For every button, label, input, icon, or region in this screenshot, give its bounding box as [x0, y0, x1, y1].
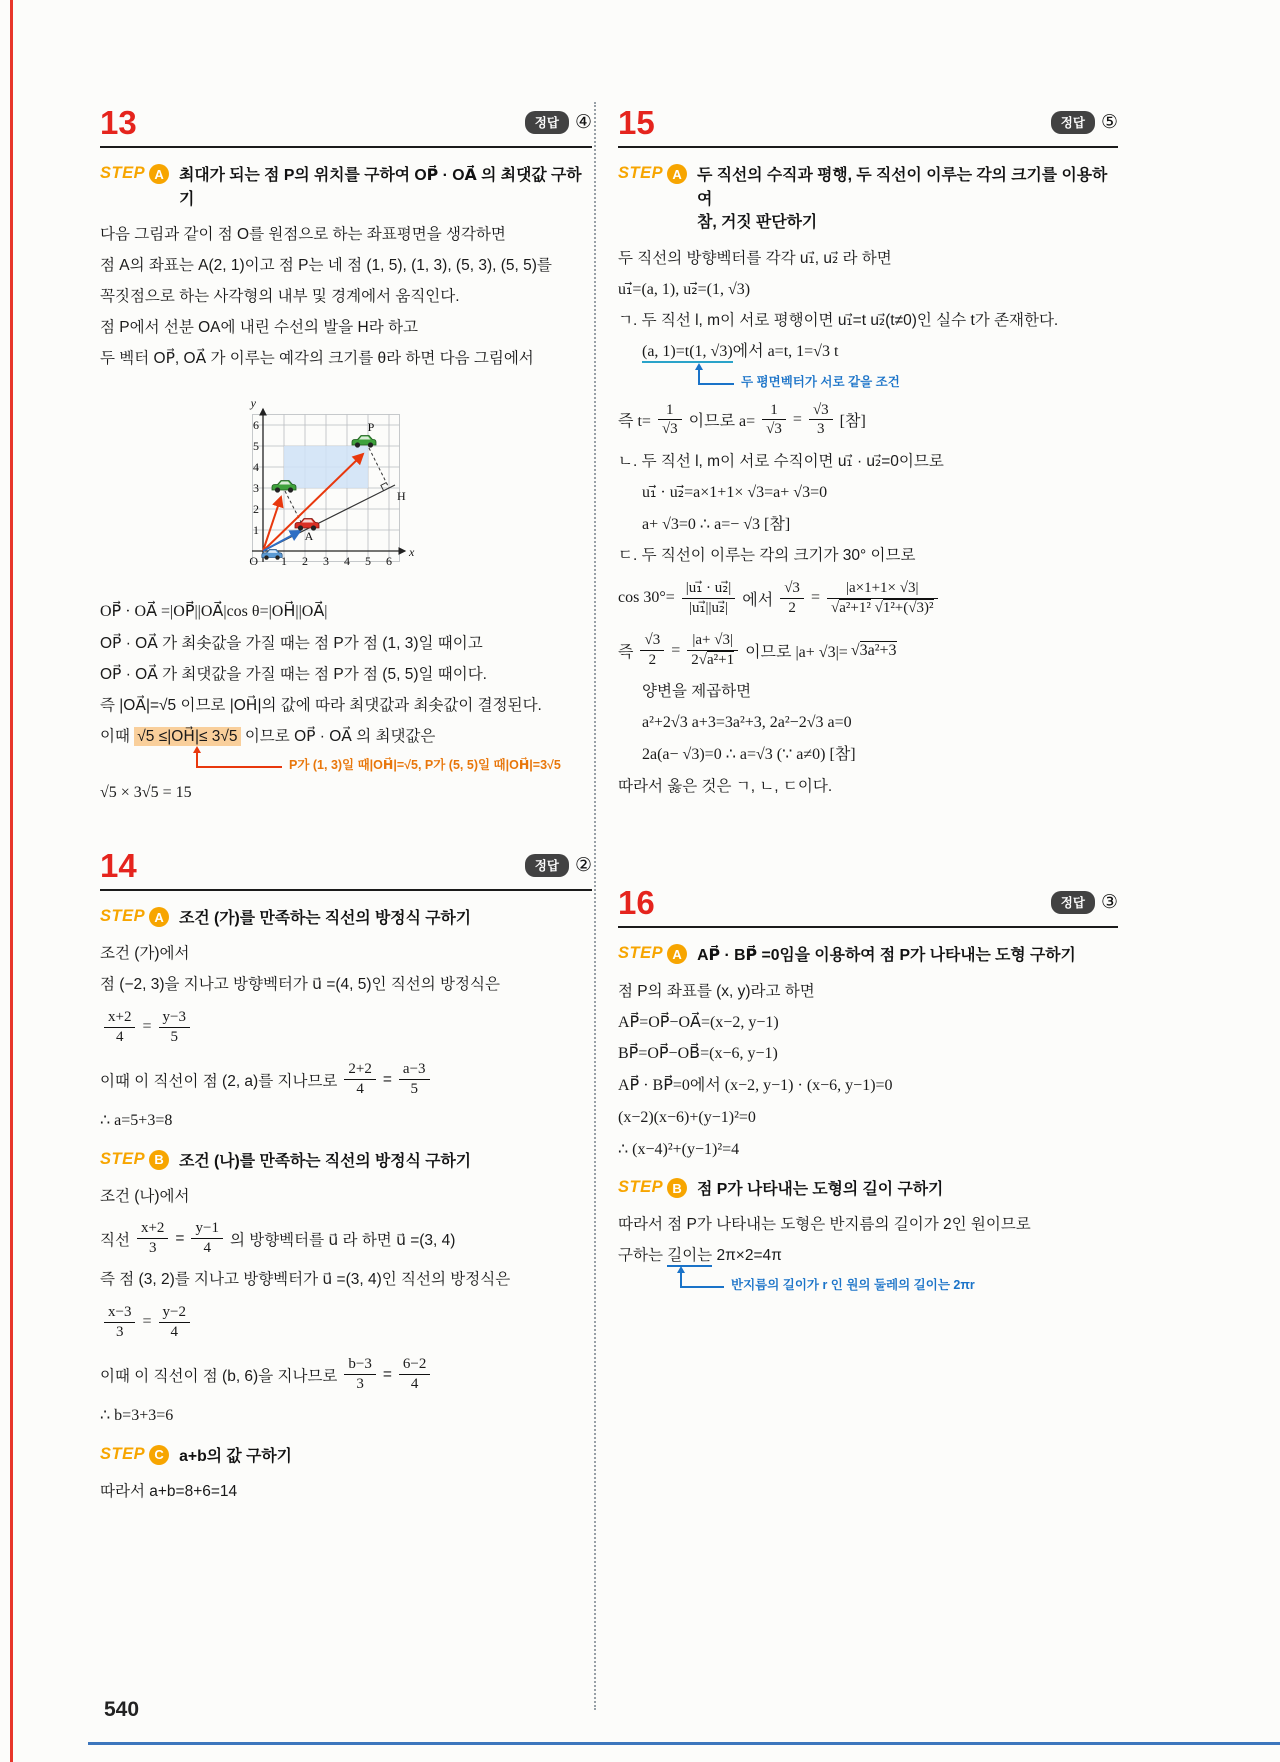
solution-line: 구하는 길이는 2π×2=4π [618, 1241, 1118, 1272]
figure-container [100, 378, 592, 590]
answer-area [525, 111, 592, 134]
underlined-word: 길이는 [667, 1247, 712, 1267]
step-b-heading [618, 1178, 1118, 1202]
step-a-heading [618, 164, 1118, 235]
answer-area [1051, 891, 1118, 914]
step-letter-icon: A [149, 907, 169, 927]
point-label-a: A [304, 529, 314, 544]
origin-label: O [249, 554, 258, 569]
equation-line: 이때 이 직선이 점 (b, 6)을 지나므로 $\frac{b-3}{3}$ = $\frac{6-2}{4}$ [100, 1348, 592, 1401]
coordinate-figure [215, 378, 477, 590]
answer-badge: 정답 [1051, 111, 1095, 134]
solution-line: 두 벡터 OP⃗, OA⃗ 가 이루는 예각의 크기를 θ라 하면 다음 그림에서 [100, 349, 534, 367]
callout-text: P가 (1, 3)일 때|OH⃗|=√5, P가 (5, 5)일 때|OH⃗|=3√5 [289, 758, 561, 773]
solution-line: (x−2)(x−6)+(y−1)²=0 [618, 1109, 756, 1127]
step-title: a+b의 값 구하기 [179, 1447, 292, 1465]
svg-text:5: 5 [365, 554, 371, 569]
svg-text:5: 5 [253, 439, 259, 454]
step-title: 조건 (나)를 만족하는 직선의 방정식 구하기 [179, 1152, 471, 1170]
svg-text:1: 1 [281, 554, 287, 569]
solution-line: 점 P의 좌표를 (x, y)라고 하면 [618, 982, 815, 1000]
problem-13 [100, 106, 592, 809]
answer-choice: ② [574, 855, 592, 877]
solution-line: 점 (−2, 3)을 지나고 방향벡터가 u⃗ =(4, 5)인 직선의 방정식은 [100, 976, 500, 994]
problem-number: 15 [618, 104, 655, 141]
y-tick-labels [253, 418, 259, 537]
problem-rule [100, 889, 592, 891]
step-letter-icon: B [149, 1150, 169, 1170]
step-label: STEP [618, 164, 664, 182]
svg-text:2: 2 [302, 554, 308, 569]
problem-16 [618, 884, 1118, 1292]
svg-text:4: 4 [344, 554, 350, 569]
annotation-callout [698, 366, 1118, 389]
left-column [100, 106, 592, 1507]
callout-text: 반지름의 길이가 r 인 원의 둘레의 길이는 2πr [731, 1277, 975, 1292]
solution-line: ㄴ. 두 직선 l, m이 서로 수직이면 u₁⃗ · u₂⃗=0이므로 [618, 452, 944, 470]
answer-badge: 정답 [525, 854, 569, 877]
point-label-h: H [397, 489, 406, 504]
spacer [100, 809, 592, 849]
solution-line: 조건 (가)에서 [100, 945, 190, 963]
solution-line: 따라서 점 P가 나타내는 도형은 반지름의 길이가 2인 원이므로 [618, 1216, 1031, 1234]
answer-choice: ③ [1100, 892, 1118, 914]
solution-line: 따라서 a+b=8+6=14 [100, 1482, 238, 1500]
answer-badge: 정답 [1051, 891, 1095, 914]
step-c-heading [100, 1445, 592, 1469]
svg-text:2: 2 [253, 502, 259, 517]
solution-line: 꼭짓점으로 하는 사각형의 내부 및 경계에서 움직인다. [100, 287, 460, 305]
right-column [618, 106, 1118, 1297]
problem-rule [618, 926, 1118, 928]
solution-line-highlighted: 이때 √5 ≤|OH⃗|≤ 3√5 이므로 OP⃗ · OA⃗ 의 최댓값은 [100, 727, 436, 745]
problem-14 [100, 849, 592, 1507]
problem-number: 14 [100, 847, 137, 885]
step-title: 조건 (가)를 만족하는 직선의 방정식 구하기 [179, 910, 471, 928]
answer-area [1051, 111, 1118, 134]
equation-line: $\frac{x+2}{4}$ = $\frac{y-3}{5}$ [100, 1001, 592, 1054]
answer-choice: ⑤ [1100, 112, 1118, 133]
shaded-region [284, 446, 368, 488]
svg-text:6: 6 [386, 554, 392, 569]
solution-line: u₁⃗=(a, 1), u₂⃗=(1, √3) [618, 280, 751, 298]
highlight: √5 ≤|OH⃗|≤ 3√5 [134, 727, 240, 746]
solution-line: ㄷ. 두 직선이 이루는 각의 크기가 30° 이므로 [618, 547, 916, 565]
solution-line: ㄱ. 두 직선 l, m이 서로 평행이면 u₁⃗=t u₂⃗(t≠0)인 실수 t가 존재한다. [618, 312, 1059, 330]
problem-number: 13 [100, 104, 137, 141]
solution-line: 두 직선의 방향벡터를 각각 u₁⃗, u₂⃗ 라 하면 [618, 249, 892, 267]
solution-line: a²+2√3 a+3=3a²+3, 2a²−2√3 a=0 [642, 714, 852, 732]
underlined-formula: (a, 1)=t(1, √3) [642, 343, 733, 363]
equation-line: $\frac{x-3}{3}$ = $\frac{y-2}{4}$ [100, 1296, 592, 1349]
step-title: 점 P가 나타내는 도형의 길이 구하기 [697, 1181, 944, 1199]
step-letter-icon: A [149, 164, 169, 184]
point-label-p: P [367, 420, 375, 435]
solution-line: ∴ b=3+3=6 [100, 1407, 174, 1425]
solution-line: 점 P에서 선분 OA에 내린 수선의 발을 H라 하고 [100, 318, 418, 336]
solution-line: OP⃗ · OA⃗ =|OP⃗||OA⃗|cos θ=|OH⃗||OA⃗| [100, 602, 328, 620]
column-divider [594, 102, 596, 1710]
solution-line: u₁⃗ · u₂⃗=a×1+1× √3=a+ √3=0 [642, 483, 828, 501]
solution-line: OP⃗ · OA⃗ 가 최댓값을 가질 때는 점 P가 점 (5, 5)일 때이다. [100, 665, 487, 683]
step-letter-icon: A [667, 164, 687, 184]
solution-line: 점 A의 좌표는 A(2, 1)이고 점 P는 네 점 (1, 5), (1, 3), (5, 3), (5, 5)를 [100, 256, 552, 274]
step-label: STEP [618, 1178, 664, 1197]
step-a-heading [100, 164, 592, 211]
solution-line: 양변을 제곱하면 [642, 683, 752, 701]
step-label: STEP [618, 944, 664, 963]
solution-line: BP⃗=OP⃗−OB⃗=(x−6, y−1) [618, 1045, 778, 1063]
equation-line: cos 30°= $\frac{\text{|u₁⃗ · u₂⃗|}}{\text{|u₁⃗||u₂⃗|}}$ 에서 $\frac{√3}{2}$ = $\frac{|a\times 1+1\times √3|}{\text{√a²+1² √1²+(√3)²}}$ [618, 572, 1118, 625]
step-b-heading [100, 1150, 592, 1174]
solution-line: 다음 그림과 같이 점 O를 원점으로 하는 좌표평면을 생각하면 [100, 225, 506, 243]
svg-text:1: 1 [253, 523, 259, 538]
step-a-heading [618, 944, 1118, 968]
step-title: 두 직선의 수직과 평행, 두 직선이 이루는 각의 크기를 이용하여 참, 거짓 판단하기 [697, 167, 1108, 232]
result-line: √5 × 3√5 = 15 [100, 783, 192, 801]
sqrt-sign: √ [830, 599, 840, 616]
solution-line: OP⃗ · OA⃗ 가 최솟값을 가질 때는 점 P가 점 (1, 3)일 때이고 [100, 634, 483, 652]
callout-text: 두 평면벡터가 서로 같을 조건 [741, 374, 900, 389]
step-title: 최대가 되는 점 P의 위치를 구하여 OP⃗ · OA⃗ 의 최댓값 구하기 [179, 167, 582, 208]
step-label: STEP [100, 907, 146, 926]
equation-line: 이때 이 직선이 점 (2, a)를 지나므로 $\frac{2+2}{4}$ = $\frac{a-3}{5}$ [100, 1053, 592, 1106]
problem-15 [618, 106, 1118, 802]
equation-line: 즉 t= $\frac{1}{√3}$ 이므로 a= $\frac{1}{√3}$ = $\frac{√3}{3}$ [참] [618, 401, 866, 438]
solution-line: ∴ (x−4)²+(y−1)²=4 [618, 1140, 740, 1158]
step-label: STEP [100, 1444, 146, 1463]
step-letter-icon: B [667, 1178, 687, 1198]
solution-line: a+ √3=0 ∴ a=− √3 [참] [642, 515, 791, 533]
answer-badge: 정답 [525, 111, 569, 134]
callout-arrow-icon [680, 1269, 724, 1288]
problem-rule [100, 146, 592, 148]
step-letter-icon: C [149, 1445, 169, 1465]
problem-rule [618, 146, 1118, 148]
svg-text:3: 3 [253, 481, 259, 496]
step-a-heading [100, 907, 592, 931]
sqrt-sign: √ [850, 641, 860, 659]
answer-area [525, 854, 592, 877]
equation-line: 직선 $\frac{x+2}{3}$ = $\frac{y-1}{4}$ 의 방향벡터를 u⃗ 라 하면 u⃗ =(3, 4) [100, 1220, 456, 1257]
solution-line: ∴ a=5+3=8 [100, 1112, 173, 1130]
page-edge-rule [10, 0, 13, 1762]
page-bottom-rule [88, 1742, 1280, 1745]
svg-text:4: 4 [253, 460, 259, 475]
solution-line: 따라서 옳은 것은 ㄱ, ㄴ, ㄷ이다. [618, 777, 833, 795]
dashed-perpendicular [369, 448, 389, 488]
svg-text:3: 3 [323, 554, 329, 569]
axis-label-x: x [409, 545, 415, 560]
solution-line: 즉 |OA⃗|=√5 이므로 |OH⃗|의 값에 따라 최댓값과 최솟값이 결정된다. [100, 696, 542, 714]
svg-text:6: 6 [253, 418, 259, 433]
step-label: STEP [100, 164, 146, 182]
problem-number: 16 [618, 884, 655, 922]
axis-label-y: y [250, 396, 256, 411]
step-title: AP⃗ · BP⃗ =0임을 이용하여 점 P가 나타내는 도형 구하기 [697, 947, 1076, 965]
solution-line: AP⃗=OP⃗−OA⃗=(x−2, y−1) [618, 1013, 779, 1031]
solution-line: (a, 1)=t(1, √3)에서 a=t, 1=√3 t [618, 337, 1118, 369]
sqrt-sign: √ [874, 599, 883, 616]
spacer [618, 802, 1118, 886]
annotation-callout [680, 1269, 1118, 1292]
page-number: 540 [104, 1698, 140, 1721]
solution-line: AP⃗ · BP⃗=0에서 (x−2, y−1) · (x−6, y−1)=0 [618, 1077, 893, 1095]
x-tick-labels [281, 554, 392, 568]
sqrt-sign: √ [698, 652, 707, 669]
answer-choice: ④ [574, 112, 592, 133]
step-letter-icon: A [667, 944, 687, 964]
callout-arrow-icon [698, 366, 734, 385]
solution-line: 2a(a− √3)=0 ∴ a=√3 (∵ a≠0) [참] [642, 746, 856, 764]
annotation-callout [196, 749, 592, 773]
solution-line: 즉 점 (3, 2)를 지나고 방향벡터가 u⃗ =(3, 4)인 직선의 방정식은 [100, 1271, 511, 1289]
step-label: STEP [100, 1149, 146, 1168]
callout-arrow-icon [196, 749, 282, 768]
equation-line: 즉 $\frac{√3}{2}$ = $\frac{|a+ √3|}{\text{2√a²+1}}$ 이므로 |a+ √3|= √3a²+3 [618, 632, 897, 669]
solution-line: 조건 (나)에서 [100, 1187, 190, 1205]
